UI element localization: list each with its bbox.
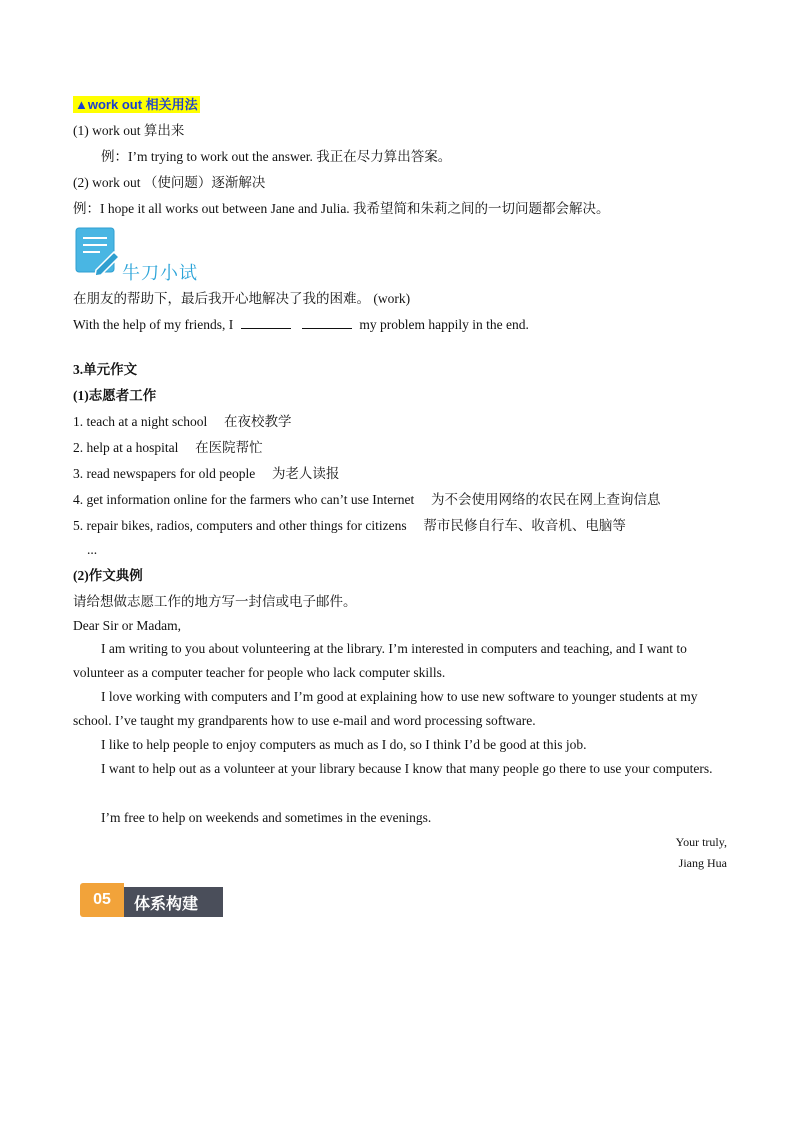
list-item-cn: 帮市民修自行车、收音机、电脑等	[423, 518, 626, 533]
letter-salutation: Dear Sir or Madam,	[73, 618, 181, 633]
list-item-en: 5. repair bikes, radios, computers and other things for citizens	[73, 518, 407, 533]
notepad-pencil-icon	[74, 226, 122, 276]
letter-closing: Your truly,	[675, 835, 727, 849]
list-item	[73, 517, 626, 535]
letter-paragraph-4: I want to help out as a volunteer at your library because I know that many people go there to use your computers.	[101, 761, 713, 776]
list-item	[73, 465, 339, 483]
answer-blank-2[interactable]	[302, 316, 352, 329]
list-item-en: 4. get information online for the farmers who can’t use Internet	[73, 492, 415, 507]
letter-paragraph-2: I love working with computers and I’m good at explaining how to use new software to younger students at my school. I’ve taught my grandparents how to use e-mail and word processing software.	[73, 689, 698, 728]
composition-heading: 3.单元作文	[73, 362, 138, 377]
usage-heading-text: work out 相关用法	[87, 97, 198, 112]
letter-paragraph-3: I like to help people to enjoy computers as much as I do, so I think I’d be good at this job.	[101, 737, 587, 752]
list-item-cn: 为老人读报	[271, 466, 340, 481]
section-badge	[80, 883, 225, 919]
usage-item-1-example: 例：I’m trying to work out the answer. 我正在尽力算出答案。	[101, 149, 452, 164]
section-title: 体系构建	[124, 887, 223, 917]
essay-prompt: 请给想做志愿工作的地方写一封信或电子邮件。	[73, 594, 357, 609]
list-item-cn: 在夜校教学	[223, 414, 292, 429]
practice-cn-sentence: 在朋友的帮助下，最后我开心地解决了我的困难。 (work)	[73, 291, 411, 306]
list-item-cn: 在医院帮忙	[195, 440, 263, 455]
practice-en-prefix: With the help of my friends, I	[73, 317, 234, 332]
volunteer-work-heading: (1)志愿者工作	[73, 388, 157, 403]
list-item	[73, 491, 661, 509]
list-item-cn: 为不会使用网络的农民在网上查询信息	[431, 492, 661, 507]
list-item-en: 3. read newspapers for old people	[73, 466, 256, 481]
answer-blank-1[interactable]	[241, 316, 291, 329]
practice-en-sentence	[73, 316, 529, 334]
list-item	[73, 439, 263, 457]
triangle-icon: ▲	[75, 97, 88, 112]
list-item-en: 2. help at a hospital	[73, 440, 179, 455]
letter-paragraph-5: I’m free to help on weekends and sometimes in the evenings.	[101, 810, 432, 825]
usage-item-2-example: 例：I hope it all works out between Jane and Julia. 我希望简和朱莉之间的一切问题都会解决。	[73, 201, 610, 216]
list-item	[73, 413, 291, 431]
usage-item-2: (2) work out （使问题）逐渐解决	[73, 175, 266, 190]
letter-paragraph-1: I am writing to you about volunteering at the library. I’m interested in computers and teaching, and I want to volunteer as a computer teacher for people who lack computer skills.	[73, 641, 687, 680]
usage-heading	[73, 96, 200, 114]
list-item-en: 1. teach at a night school	[73, 414, 208, 429]
list-ellipsis: ...	[87, 542, 98, 557]
practice-title: 牛刀小试	[122, 263, 198, 284]
letter-signature: Jiang Hua	[678, 856, 727, 870]
sample-essay-heading: (2)作文典例	[73, 568, 143, 583]
section-number: 05	[80, 883, 124, 917]
practice-en-suffix: my problem happily in the end.	[359, 317, 529, 332]
usage-item-1: (1) work out 算出来	[73, 123, 185, 138]
